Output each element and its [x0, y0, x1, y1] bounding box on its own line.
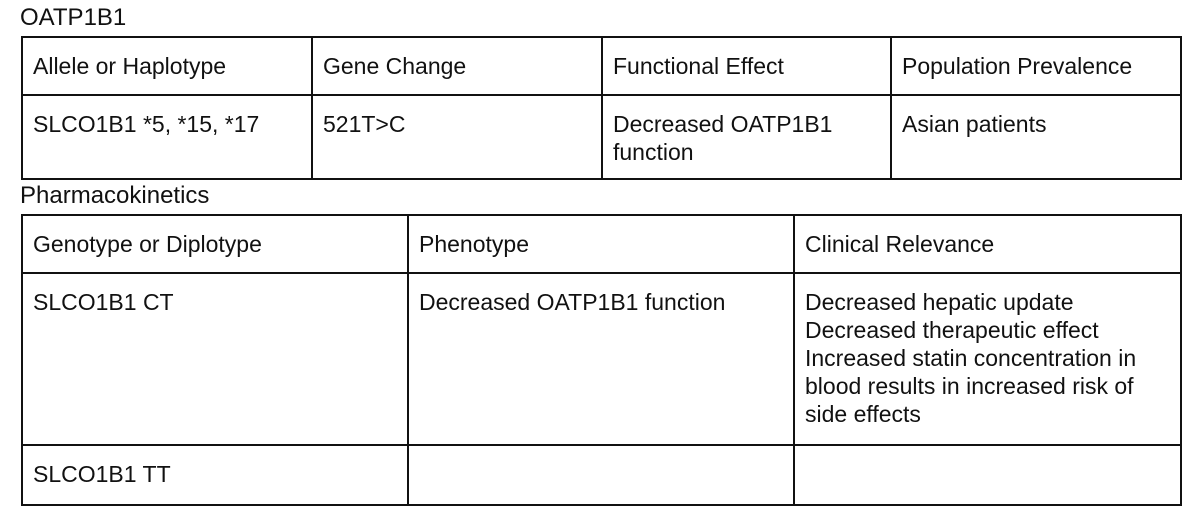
oatp1b1-table: [21, 36, 1182, 180]
header-cell: Functional Effect: [602, 37, 891, 95]
header-cell: Population Prevalence: [891, 37, 1181, 95]
table-cell: SLCO1B1 CT: [22, 273, 408, 445]
header-cell: Genotype or Diplotype: [22, 215, 408, 273]
table-row: [22, 95, 1181, 179]
table-cell: SLCO1B1 TT: [22, 445, 408, 505]
table-cell: Decreased OATP1B1 function: [408, 273, 794, 445]
section-title-oatp1b1: OATP1B1: [20, 4, 127, 31]
table-header-row: [22, 37, 1181, 95]
table-cell: Asian patients: [891, 95, 1181, 179]
header-cell: Phenotype: [408, 215, 794, 273]
table-row: [22, 445, 1181, 505]
table-row: [22, 273, 1181, 445]
table-cell: [408, 445, 794, 505]
header-cell: Clinical Relevance: [794, 215, 1181, 273]
table-cell: SLCO1B1 *5, *15, *17: [22, 95, 312, 179]
header-cell: Allele or Haplotype: [22, 37, 312, 95]
table-cell: Decreased OATP1B1 function: [602, 95, 891, 179]
header-cell: Gene Change: [312, 37, 602, 95]
table-header-row: [22, 215, 1181, 273]
table-cell: [794, 445, 1181, 505]
section-title-pharmacokinetics: Pharmacokinetics: [20, 182, 210, 209]
table-cell: Decreased hepatic update Decreased therapeutic effect Increased statin concentration in blood results in increased risk of side effects: [794, 273, 1181, 445]
pharmacokinetics-table: [21, 214, 1182, 506]
table-cell: 521T>C: [312, 95, 602, 179]
